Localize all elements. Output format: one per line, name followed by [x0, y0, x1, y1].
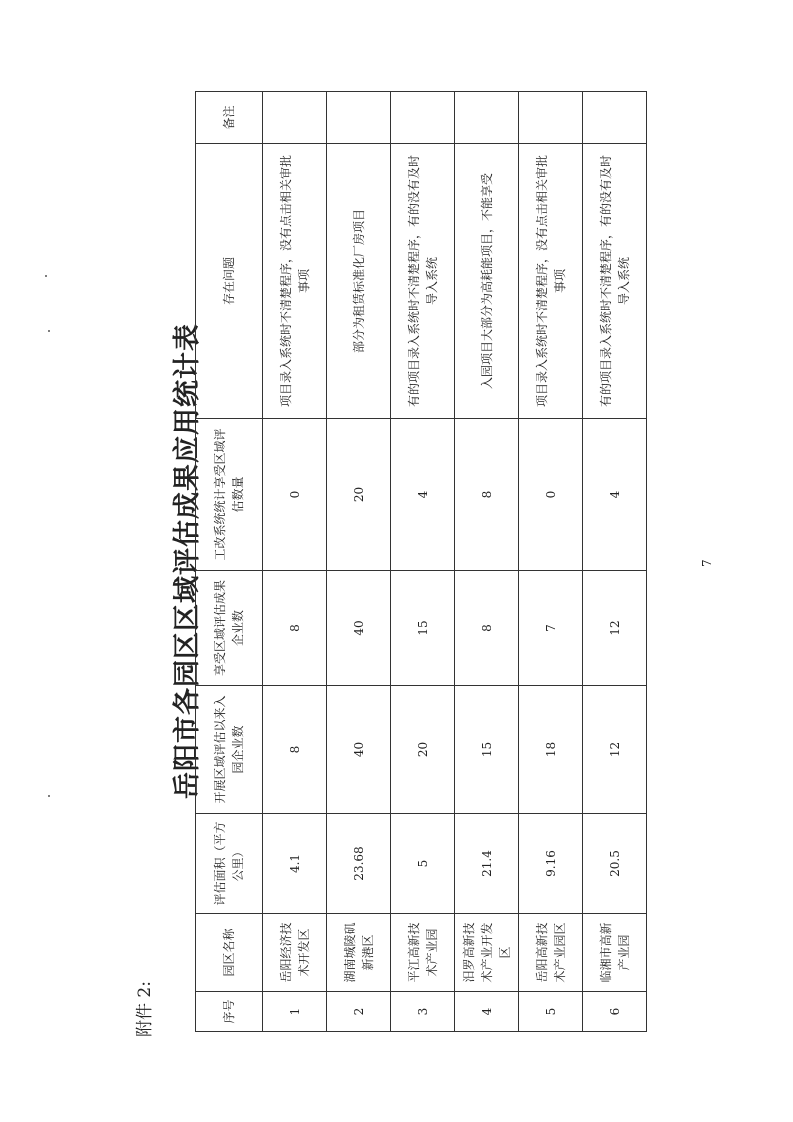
page-title: 岳阳市各园区区域评估成果应用统计表	[172, 323, 203, 799]
cell-benefit: 7	[519, 571, 583, 686]
table-row	[519, 92, 583, 1032]
cell-system: 8	[455, 419, 519, 571]
table-row	[583, 92, 647, 1032]
cell-no: 2	[327, 992, 391, 1032]
cell-area: 5	[391, 814, 455, 914]
cell-note	[263, 92, 327, 144]
cell-area: 9.16	[519, 814, 583, 914]
cell-note	[583, 92, 647, 144]
cell-system: 0	[519, 419, 583, 571]
cell-note	[327, 92, 391, 144]
header-cell-name: 园区名称	[196, 914, 263, 992]
attachment-label: 附件 2:	[135, 981, 155, 1037]
cell-no: 3	[391, 992, 455, 1032]
header-cell-no: 序号	[196, 992, 263, 1032]
cell-entered: 12	[583, 686, 647, 814]
header-cell-entered: 开展区域评估以来入园企业数	[196, 686, 263, 814]
header-cell-system: 工改系统统计享受区域评估数量	[196, 419, 263, 571]
cell-note	[391, 92, 455, 144]
cell-system: 4	[391, 419, 455, 571]
cell-benefit: 15	[391, 571, 455, 686]
cell-problem: 有的项目录入系统时不清楚程序，有的没有及时导入系统	[583, 144, 647, 419]
scan-speck	[48, 795, 50, 797]
cell-no: 4	[455, 992, 519, 1032]
cell-benefit: 12	[583, 571, 647, 686]
statistics-table-wrap	[195, 91, 647, 1032]
cell-name: 岳阳经济技术开发区	[263, 914, 327, 992]
cell-no: 5	[519, 992, 583, 1032]
header-cell-area: 评估面积（平方公里）	[196, 814, 263, 914]
table-row	[455, 92, 519, 1032]
scan-speck	[45, 275, 47, 277]
cell-entered: 18	[519, 686, 583, 814]
cell-note	[519, 92, 583, 144]
cell-area: 4.1	[263, 814, 327, 914]
header-cell-note: 备注	[196, 92, 263, 144]
table-row	[263, 92, 327, 1032]
header-cell-problem: 存在问题	[196, 144, 263, 419]
cell-name: 岳阳高新技术产业园区	[519, 914, 583, 992]
cell-problem: 入园项目大部分为高耗能项目，不能享受	[455, 144, 519, 419]
cell-entered: 20	[391, 686, 455, 814]
cell-no: 1	[263, 992, 327, 1032]
cell-system: 0	[263, 419, 327, 571]
table-row	[391, 92, 455, 1032]
cell-problem: 有的项目录入系统时不清楚程序，有的没有及时导入系统	[391, 144, 455, 419]
cell-name: 平江高新技术产业园	[391, 914, 455, 992]
scan-speck	[48, 330, 50, 332]
table-row	[327, 92, 391, 1032]
cell-area: 23.68	[327, 814, 391, 914]
cell-problem: 项目录入系统时不清楚程序，没有点击相关审批事项	[263, 144, 327, 419]
cell-no: 6	[583, 992, 647, 1032]
cell-problem: 项目录入系统时不清楚程序，没有点击相关审批事项	[519, 144, 583, 419]
cell-benefit: 40	[327, 571, 391, 686]
cell-entered: 15	[455, 686, 519, 814]
cell-system: 4	[583, 419, 647, 571]
cell-benefit: 8	[263, 571, 327, 686]
header-row	[196, 92, 263, 1032]
cell-entered: 8	[263, 686, 327, 814]
cell-name: 湖南城陵矶新港区	[327, 914, 391, 992]
cell-area: 21.4	[455, 814, 519, 914]
cell-system: 20	[327, 419, 391, 571]
page-number: 7	[700, 559, 714, 567]
cell-name: 临湘市高新产业园	[583, 914, 647, 992]
cell-name: 汨罗高新技术产业开发区	[455, 914, 519, 992]
cell-area: 20.5	[583, 814, 647, 914]
cell-note	[455, 92, 519, 144]
header-cell-benefit: 享受区域评估成果企业数	[196, 571, 263, 686]
cell-problem: 部分为租赁标准化厂房项目	[327, 144, 391, 419]
cell-entered: 40	[327, 686, 391, 814]
cell-benefit: 8	[455, 571, 519, 686]
statistics-table	[195, 91, 647, 1032]
